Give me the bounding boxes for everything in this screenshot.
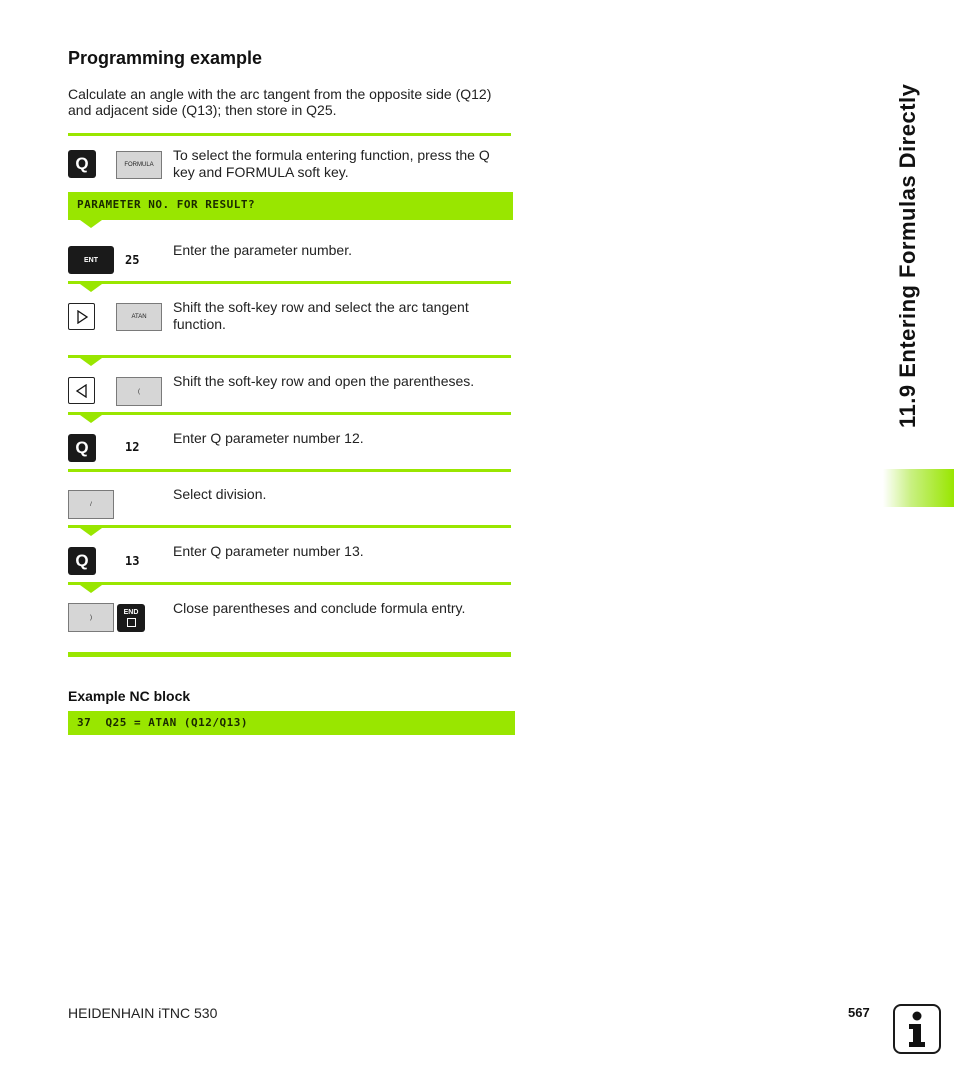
divider	[68, 133, 511, 136]
divider	[68, 469, 511, 472]
divider-notch	[80, 284, 102, 292]
page-heading: Programming example	[68, 48, 263, 68]
dialog-prompt-text: PARAMETER NO. FOR RESULT?	[77, 198, 256, 211]
step-text: Shift the soft-key row and open the parentheses.	[173, 373, 475, 389]
divider	[68, 355, 511, 358]
info-glyph-icon	[902, 1009, 932, 1049]
atan-softkey: ATAN	[116, 303, 162, 331]
close-parenthesis-softkey: )	[68, 603, 114, 632]
divider-notch	[80, 528, 102, 536]
previous-softkey-row-key	[68, 377, 95, 404]
square-icon	[127, 618, 136, 627]
q-key: Q	[68, 434, 96, 462]
divider-notch	[80, 220, 102, 228]
step-value: 12	[125, 440, 140, 454]
nc-block-label: Example NC block	[68, 688, 191, 704]
intro-text: Calculate an angle with the arc tangent from the opposite side (Q12) and adjacent side (Q13); then store in Q25.	[68, 86, 492, 118]
nc-block-bar	[68, 711, 515, 735]
end-key-label: END	[123, 609, 139, 616]
divider	[68, 582, 511, 585]
step-text: Select division.	[173, 486, 267, 502]
nc-block-code: 37 Q25 = ATAN (Q12/Q13)	[77, 716, 248, 729]
divide-softkey: /	[68, 490, 114, 519]
divider-notch	[80, 358, 102, 366]
divider-notch	[80, 415, 102, 423]
chapter-tab-marker	[883, 469, 954, 507]
divider-notch	[80, 585, 102, 593]
q-key: Q	[68, 547, 96, 575]
page-number: 567	[848, 1005, 870, 1020]
divider	[68, 525, 511, 528]
divider	[68, 281, 511, 284]
step-text: Enter the parameter number.	[173, 242, 352, 258]
footer-product: HEIDENHAIN iTNC 530	[68, 1005, 218, 1021]
end-key	[117, 604, 145, 632]
step-value: 13	[125, 554, 140, 568]
step-text: Shift the soft-key row and select the arc tangent function.	[173, 299, 469, 332]
dialog-prompt-bar	[68, 192, 513, 220]
step-value: 25	[125, 253, 140, 267]
ent-key: ENT	[68, 246, 114, 274]
chapter-sidebar-title: 11.9 Entering Formulas Directly	[895, 83, 920, 428]
info-icon	[893, 1004, 941, 1054]
section-end-divider	[68, 652, 511, 657]
step-text: Enter Q parameter number 13.	[173, 543, 364, 559]
step-text: To select the formula entering function, press the Q key and FORMULA soft key.	[173, 147, 490, 180]
next-softkey-row-key	[68, 303, 95, 330]
arrow-right-icon	[75, 310, 89, 324]
q-key: Q	[68, 150, 96, 178]
divider	[68, 412, 511, 415]
formula-softkey: FORMULA	[116, 151, 162, 179]
step-text: Enter Q parameter number 12.	[173, 430, 364, 446]
open-parenthesis-softkey: (	[116, 377, 162, 406]
arrow-left-icon	[75, 384, 89, 398]
step-text: Close parentheses and conclude formula entry.	[173, 600, 466, 616]
